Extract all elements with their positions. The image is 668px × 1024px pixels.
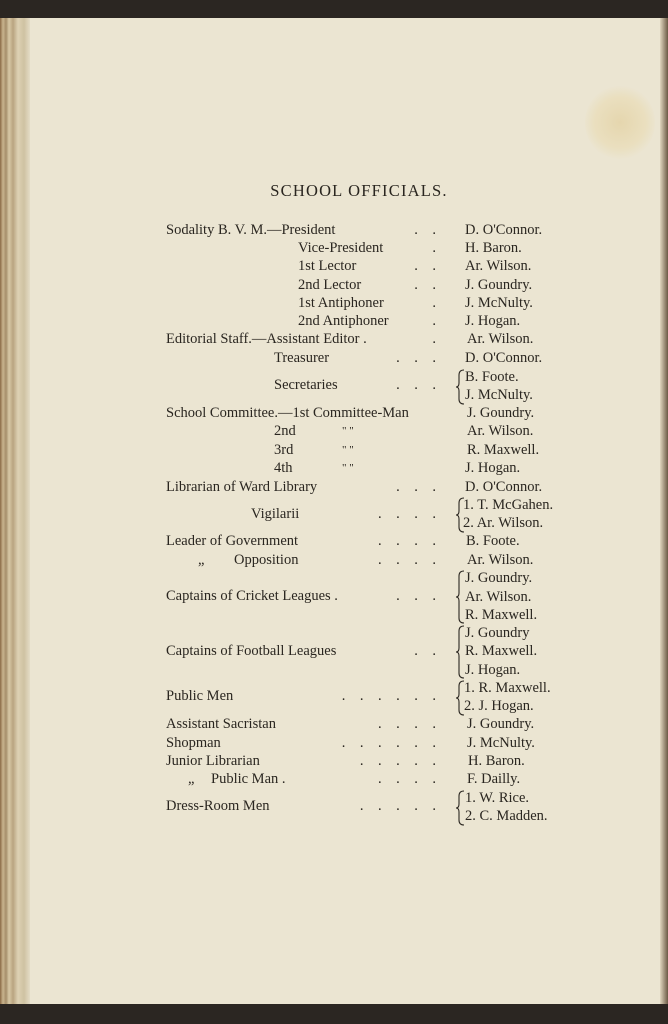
office-label: 2nd Antiphoner [298, 313, 389, 329]
officer-name: J. Hogan. [465, 662, 521, 678]
office-label: Junior Librarian [166, 753, 260, 769]
leader-dots: . . . . [378, 716, 436, 732]
officer-name: 1. R. Maxwell. [464, 680, 551, 696]
office-label: 4th [274, 460, 293, 476]
page-stack-edge [0, 18, 30, 1004]
office-label: Vigilarii [251, 506, 300, 522]
officer-name: D. O'Connor. [465, 222, 543, 238]
leader-dots: . . . . . [359, 798, 436, 814]
leader-dots: . [432, 295, 436, 311]
officer-name: J. Goundry. [465, 277, 533, 293]
officer-name: J. Hogan. [465, 313, 521, 329]
leader-dots: . . . . . . [341, 688, 436, 704]
officer-name: J. McNulty. [465, 387, 533, 403]
ditto-marks: " " [342, 444, 354, 456]
office-label: Treasurer [274, 350, 330, 366]
leader-dots: . [432, 331, 436, 347]
leader-dots: . . [414, 643, 436, 659]
officer-name: R. Maxwell. [465, 643, 538, 659]
officer-name: 2. C. Madden. [465, 808, 548, 824]
brace-icon [455, 570, 465, 624]
leader-dots: . . . . . . [341, 735, 436, 751]
leader-dots: . [432, 313, 436, 329]
ditto-marks: " " [342, 462, 354, 474]
officer-name: 1. W. Rice. [465, 790, 530, 806]
leader-dots: . . . . [378, 552, 436, 568]
office-label: Public Men [166, 688, 234, 704]
office-label: Shopman [166, 735, 221, 751]
leader-dots: . . . . [378, 506, 436, 522]
officer-name: J. McNulty. [465, 295, 533, 311]
officer-name: R. Maxwell. [465, 607, 538, 623]
officer-name: Ar. Wilson. [467, 331, 534, 347]
officer-name: J. Goundry. [465, 570, 533, 586]
leader-dots: . . . [396, 377, 436, 393]
officer-name: 1. T. McGahen. [463, 497, 554, 513]
office-label: Vice-President [298, 240, 384, 256]
office-label: Leader of Government [166, 533, 299, 549]
officer-name: Ar. Wilson. [465, 589, 532, 605]
office-label: Captains of Football Leagues [166, 643, 337, 659]
officer-name: H. Baron. [468, 753, 525, 769]
officer-name: J. Goundry [465, 625, 530, 641]
leader-dots: . [432, 240, 436, 256]
brace-icon [455, 625, 465, 679]
officer-name: 2. J. Hogan. [464, 698, 534, 714]
leader-dots: . . . . . [359, 753, 436, 769]
office-label: Librarian of Ward Library [166, 479, 318, 495]
brace-icon [455, 369, 465, 405]
office-label: Opposition [234, 552, 299, 568]
office-label: Public Man . [211, 771, 286, 787]
ditto-mark: „ [198, 552, 205, 568]
leader-dots: . . [414, 277, 436, 293]
ditto-mark: „ [188, 771, 195, 787]
office-label: 2nd [274, 423, 296, 439]
office-label: 3rd [274, 442, 294, 458]
ditto-marks: " " [342, 425, 354, 437]
office-label: Captains of Cricket Leagues . [166, 588, 338, 604]
officer-name: D. O'Connor. [465, 350, 543, 366]
leader-dots: . . . [396, 479, 436, 495]
book-page [0, 18, 664, 1004]
officer-name: B. Foote. [465, 369, 519, 385]
officer-name: J. Goundry. [467, 716, 535, 732]
officer-name: J. Hogan. [465, 460, 521, 476]
office-label: School Committee.—1st Committee-Man [166, 405, 409, 421]
officer-name: R. Maxwell. [467, 442, 540, 458]
office-label: 1st Antiphoner [298, 295, 384, 311]
paper-stain [585, 85, 655, 160]
officer-name: J. McNulty. [467, 735, 535, 751]
office-label: Dress-Room Men [166, 798, 270, 814]
page-title: SCHOOL OFFICIALS. [270, 181, 448, 200]
officer-name: F. Dailly. [467, 771, 521, 787]
officer-name: Ar. Wilson. [465, 258, 532, 274]
leader-dots: . . . . [378, 771, 436, 787]
leader-dots: . . [414, 258, 436, 274]
office-label: 1st Lector [298, 258, 357, 274]
leader-dots: . . [414, 222, 436, 238]
office-label: Secretaries [274, 377, 338, 393]
office-label: Editorial Staff.—Assistant Editor . [166, 331, 367, 347]
leader-dots: . . . . [378, 533, 436, 549]
officer-name: Ar. Wilson. [467, 552, 534, 568]
right-page-edge [660, 18, 668, 1004]
officer-name: J. Goundry. [467, 405, 535, 421]
office-label: 2nd Lector [298, 277, 362, 293]
officer-name: D. O'Connor. [465, 479, 543, 495]
officer-name: H. Baron. [465, 240, 522, 256]
leader-dots: . . . [396, 588, 436, 604]
brace-icon [455, 790, 465, 826]
leader-dots: . . . [396, 350, 436, 366]
officer-name: Ar. Wilson. [467, 423, 534, 439]
officer-name: 2. Ar. Wilson. [463, 515, 544, 531]
office-label: Sodality B. V. M.—President [166, 222, 336, 238]
office-label: Assistant Sacristan [166, 716, 276, 732]
officer-name: B. Foote. [466, 533, 520, 549]
